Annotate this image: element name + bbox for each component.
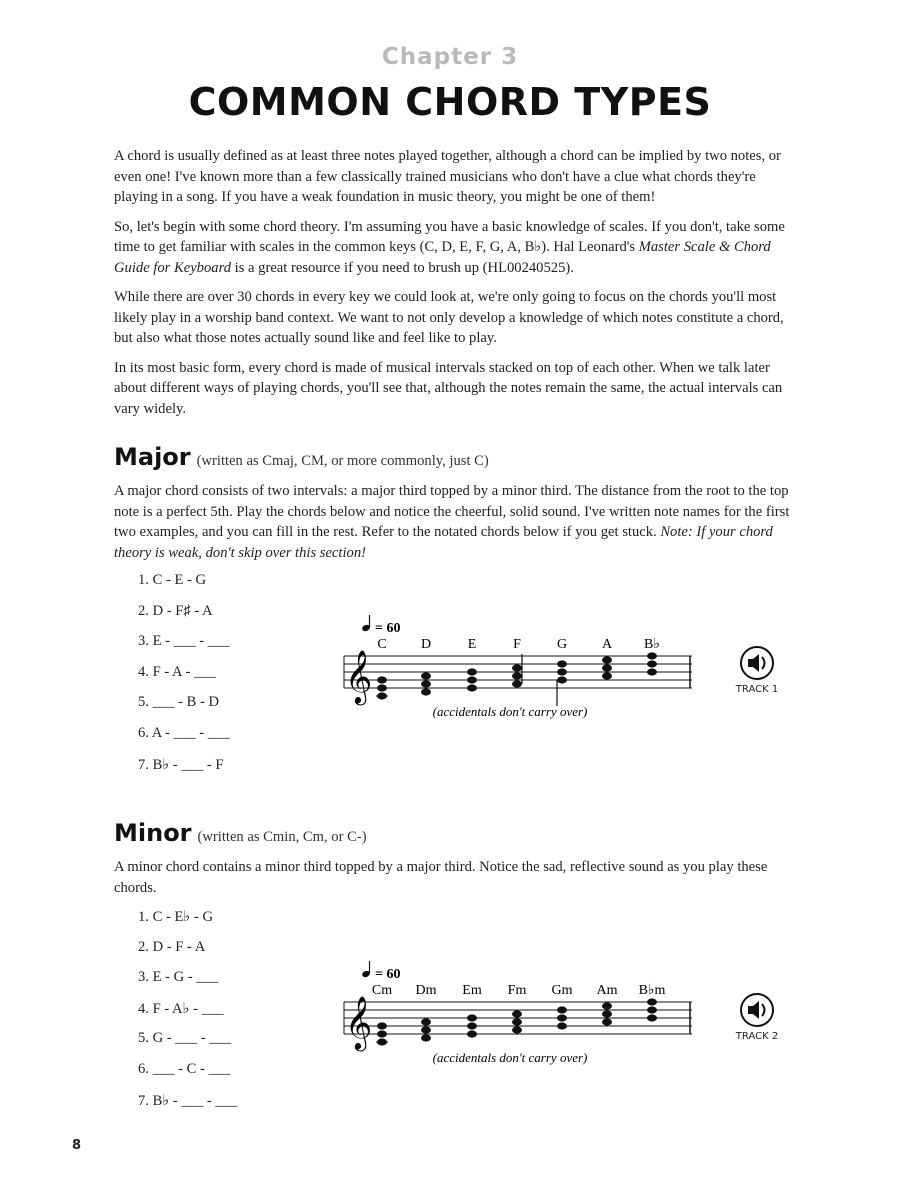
track-label: TRACK 1 bbox=[735, 684, 779, 695]
intro-paragraph-2: So, let's begin with some chord theory. I'm assuming you have a basic knowledge of scales. If you don't, take some time to get familiar with scales in the common keys (C, D, E, F, G, A, B♭). Hal Leonard's Master Scale & Chord Guide for Keyboard is a great resource if you need to brush up (HL00240525). bbox=[114, 218, 785, 276]
list-item: 7. B♭ - ___ - F bbox=[138, 756, 224, 773]
chord-symbol: A bbox=[601, 637, 613, 652]
chord-mark bbox=[602, 1002, 612, 1025]
speaker-icon bbox=[739, 992, 775, 1028]
chord-symbol: Cm bbox=[371, 983, 393, 998]
notation-caption: (accidentals don't carry over) bbox=[432, 704, 588, 719]
chord-noteheads bbox=[376, 652, 657, 706]
page-number: 8 bbox=[72, 1138, 82, 1153]
chord-mark bbox=[647, 998, 657, 1021]
chord-symbol: Am bbox=[596, 983, 618, 998]
track-1-button[interactable] bbox=[732, 645, 782, 695]
chord-mark bbox=[421, 672, 431, 695]
chord-symbol: G bbox=[556, 637, 568, 652]
intro-text bbox=[114, 146, 794, 428]
chord-symbol: Dm bbox=[415, 983, 437, 998]
major-paragraph: A major chord consists of two intervals: a major third topped by a minor third. The distance from the root to the top note is a perfect 5th. Play the chords below and notice the cheerful, solid sound. I've written note names for the first two examples, and you can fill in the rest. Refer to the notated chords below if you get stuck. Note: If your chord theory is weak, don't skip over this section! bbox=[114, 483, 790, 561]
list-item: 4. F - A - ___ bbox=[138, 663, 216, 680]
chord-symbol: E bbox=[467, 637, 477, 652]
list-item: 6. A - ___ - ___ bbox=[138, 724, 230, 741]
chord-symbol: Fm bbox=[507, 983, 527, 998]
chord-mark bbox=[512, 1010, 522, 1033]
intro-paragraph-1: A chord is usually defined as at least three notes played together, although a chord can be implied by two notes, or even one! I've known more than a few classically trained musicians who don't have a clue what chords they're playing in a song. If you have a weak foundation in music theory, you might be one of them! bbox=[114, 148, 781, 205]
track-2-button[interactable] bbox=[732, 992, 782, 1042]
intro-paragraph-4: In its most basic form, every chord is made of musical intervals stacked on top of each other. When we talk later about different ways of playing chords, you'll see that, although the notes remain the same, the actual intervals can vary widely. bbox=[114, 359, 783, 417]
tempo-marking: = 60 bbox=[375, 967, 401, 982]
chord-symbol: Gm bbox=[551, 983, 573, 998]
chord-mark bbox=[512, 654, 522, 688]
major-subheading: (written as Cmaj, CM, or more commonly, just C) bbox=[196, 453, 489, 469]
tempo-marking: = 60 bbox=[375, 621, 401, 636]
chord-mark bbox=[557, 1006, 567, 1029]
track-label: TRACK 2 bbox=[735, 1031, 779, 1042]
list-item: 5. ___ - B - D bbox=[138, 694, 220, 711]
chord-symbol: B♭ bbox=[644, 637, 660, 652]
minor-exercise-list bbox=[138, 908, 237, 1122]
chord-symbol: Em bbox=[462, 983, 482, 998]
chord-mark bbox=[376, 1022, 388, 1045]
treble-clef: 𝄞 bbox=[345, 995, 373, 1049]
list-item: 4. F - A♭ - ___ bbox=[138, 1000, 224, 1017]
list-item: 1. C - E - G bbox=[138, 572, 207, 588]
chord-mark bbox=[467, 668, 477, 691]
chord-mark bbox=[467, 1014, 477, 1037]
chord-symbol: C bbox=[377, 637, 387, 652]
speaker-icon bbox=[739, 645, 775, 681]
notation-caption: (accidentals don't carry over) bbox=[432, 1050, 588, 1065]
major-heading: Major (written as Cmaj, CM, or more commonly, just C) bbox=[114, 443, 489, 471]
minor-heading: Minor (written as Cmin, Cm, or C-) bbox=[114, 819, 367, 847]
chapter-title: COMMON CHORD TYPES bbox=[188, 80, 712, 124]
chord-mark bbox=[602, 656, 612, 679]
chord-mark bbox=[421, 1018, 431, 1041]
list-item: 7. B♭ - ___ - ___ bbox=[138, 1092, 238, 1109]
intro-paragraph-3: While there are over 30 chords in every key we could look at, we're only going to focus on the chords you'll most likely play in a worship band context. We want to not only develop a knowledge of which notes constitute a chord, but also what those notes actually sound like and feel like to play. bbox=[114, 289, 784, 346]
minor-subheading: (written as Cmin, Cm, or C-) bbox=[197, 829, 367, 845]
chord-mark bbox=[647, 652, 657, 675]
list-item: 3. E - ___ - ___ bbox=[138, 633, 230, 650]
major-exercise-list bbox=[138, 572, 230, 786]
list-item: 3. E - G - ___ bbox=[138, 969, 219, 986]
major-staff-notation bbox=[320, 612, 700, 722]
chord-symbol: F bbox=[513, 637, 521, 652]
list-item: 1. C - E♭ - G bbox=[138, 909, 213, 925]
list-item: 6. ___ - C - ___ bbox=[138, 1060, 231, 1077]
minor-staff-notation bbox=[320, 958, 700, 1068]
chord-mark bbox=[376, 676, 388, 699]
treble-clef: 𝄞 bbox=[345, 649, 373, 703]
chord-mark bbox=[557, 660, 567, 706]
list-item: 2. D - F - A bbox=[138, 938, 206, 955]
chord-symbol: B♭m bbox=[638, 983, 666, 998]
minor-paragraph: A minor chord contains a minor third topped by a major third. Notice the sad, reflective sound as you play these chords. bbox=[114, 859, 768, 896]
chord-noteheads bbox=[376, 998, 657, 1045]
list-item: 5. G - ___ - ___ bbox=[138, 1030, 232, 1047]
chord-symbol: D bbox=[420, 637, 432, 652]
chapter-label: Chapter 3 bbox=[381, 44, 519, 70]
list-item: 2. D - F♯ - A bbox=[138, 602, 213, 619]
